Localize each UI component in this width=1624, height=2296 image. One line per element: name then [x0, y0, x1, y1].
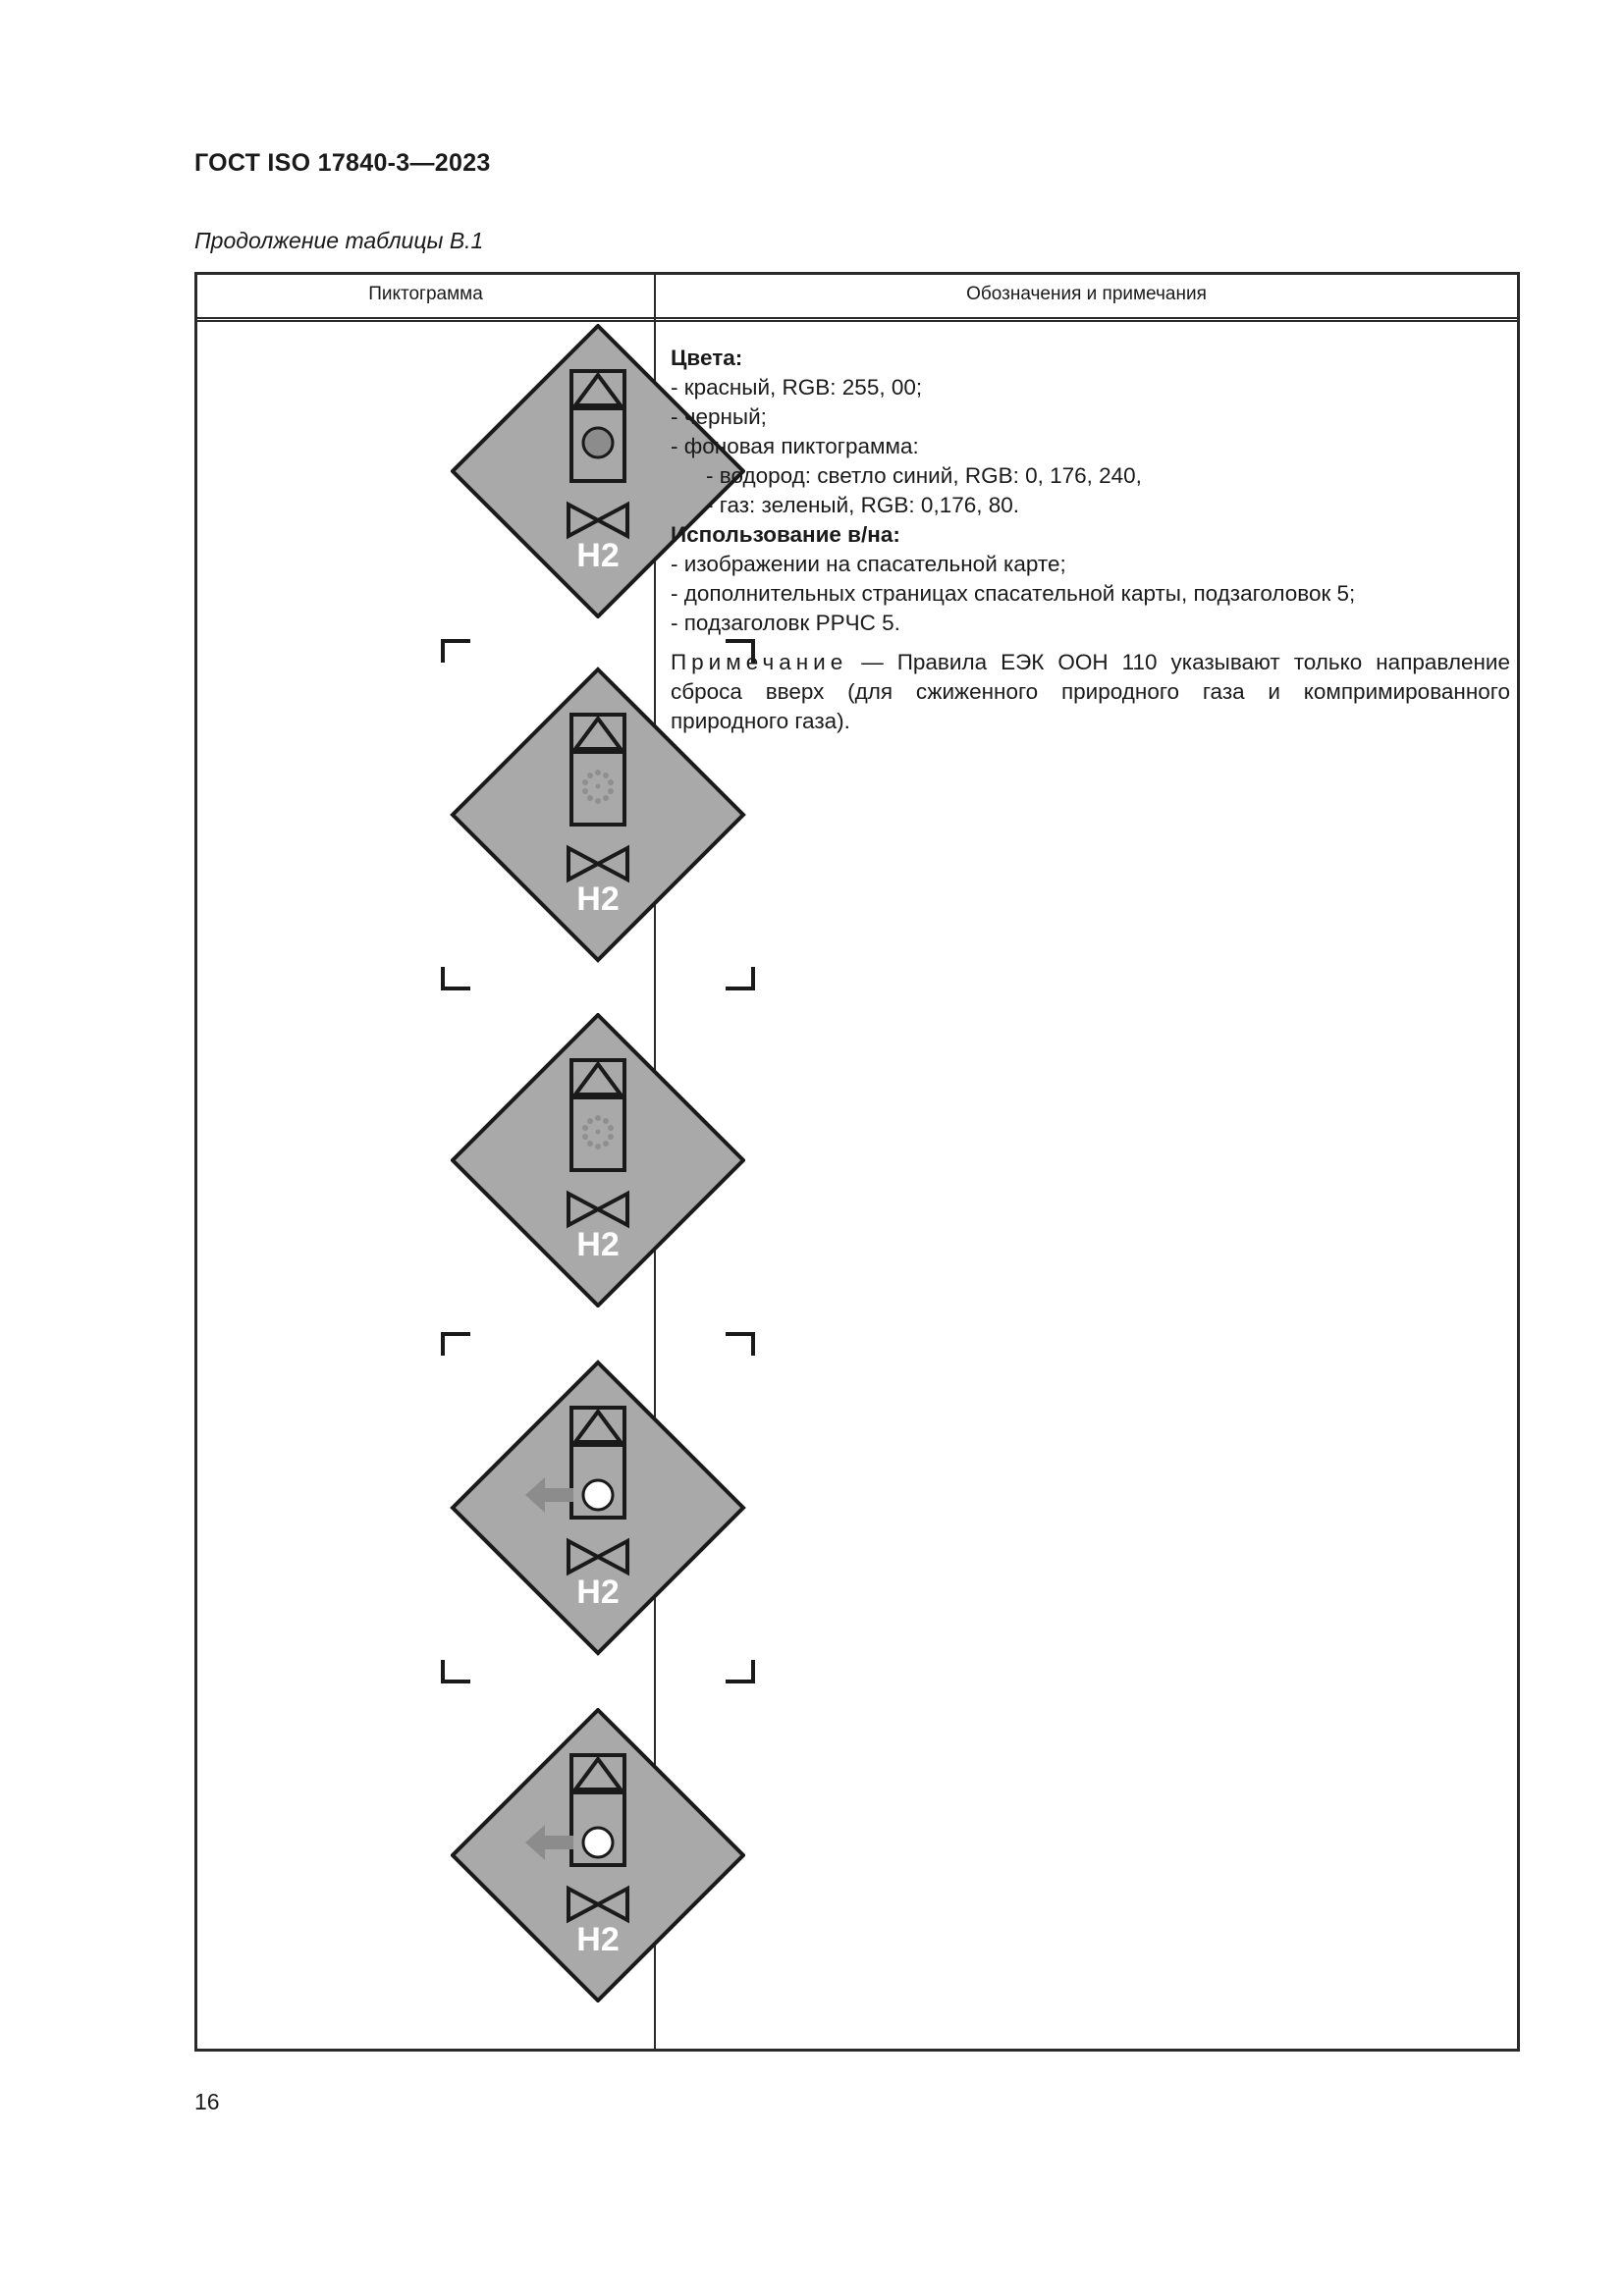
- list-item: - дополнительных страницах спасательной карты, подзаголовок 5;: [671, 581, 1356, 606]
- list-item: - изображении на спасательной карте;: [671, 552, 1066, 576]
- h2-pictogram-4: [451, 1361, 745, 1655]
- col-header-pictogram: Пиктограмма: [368, 284, 483, 304]
- table-caption: Продолжение таблицы В.1: [194, 228, 484, 253]
- list-item: - черный;: [671, 404, 767, 429]
- list-item: - подзаголовк РРЧС 5.: [671, 611, 900, 635]
- table: [194, 272, 1520, 2052]
- h2-label: H2: [576, 1921, 620, 1958]
- h2-label: H2: [576, 537, 620, 574]
- usage-heading: Использование в/на:: [671, 522, 900, 547]
- notes-cell: [671, 344, 1510, 736]
- colors-heading: Цвета:: [671, 346, 743, 370]
- note-label: Примечание: [671, 650, 848, 674]
- note-text: — Правила ЕЭК ООН 110 указывают только направление сброса вверх (для сжиженного природного газа и компримированного природного газа).: [671, 650, 1510, 733]
- document-id: ГОСТ ISO 17840-3—2023: [194, 149, 491, 177]
- page-number: 16: [194, 2089, 220, 2114]
- header-divider: [197, 317, 1517, 322]
- list-subitem: - газ: зеленый, RGB: 0,176, 80.: [706, 493, 1020, 517]
- list-subitem: - водород: светло синий, RGB: 0, 176, 240,: [706, 463, 1142, 488]
- h2-label: H2: [576, 1226, 620, 1263]
- h2-label: H2: [576, 881, 620, 918]
- note-paragraph: [671, 648, 1510, 736]
- col-header-notes: Обозначения и примечания: [966, 284, 1207, 304]
- h2-pictogram-3: [451, 1013, 745, 1308]
- list-item: - фоновая пиктограмма:: [671, 434, 919, 458]
- h2-label: H2: [576, 1574, 620, 1611]
- list-item: - красный, RGB: 255, 00;: [671, 375, 923, 400]
- h2-pictogram-5: [451, 1708, 745, 2002]
